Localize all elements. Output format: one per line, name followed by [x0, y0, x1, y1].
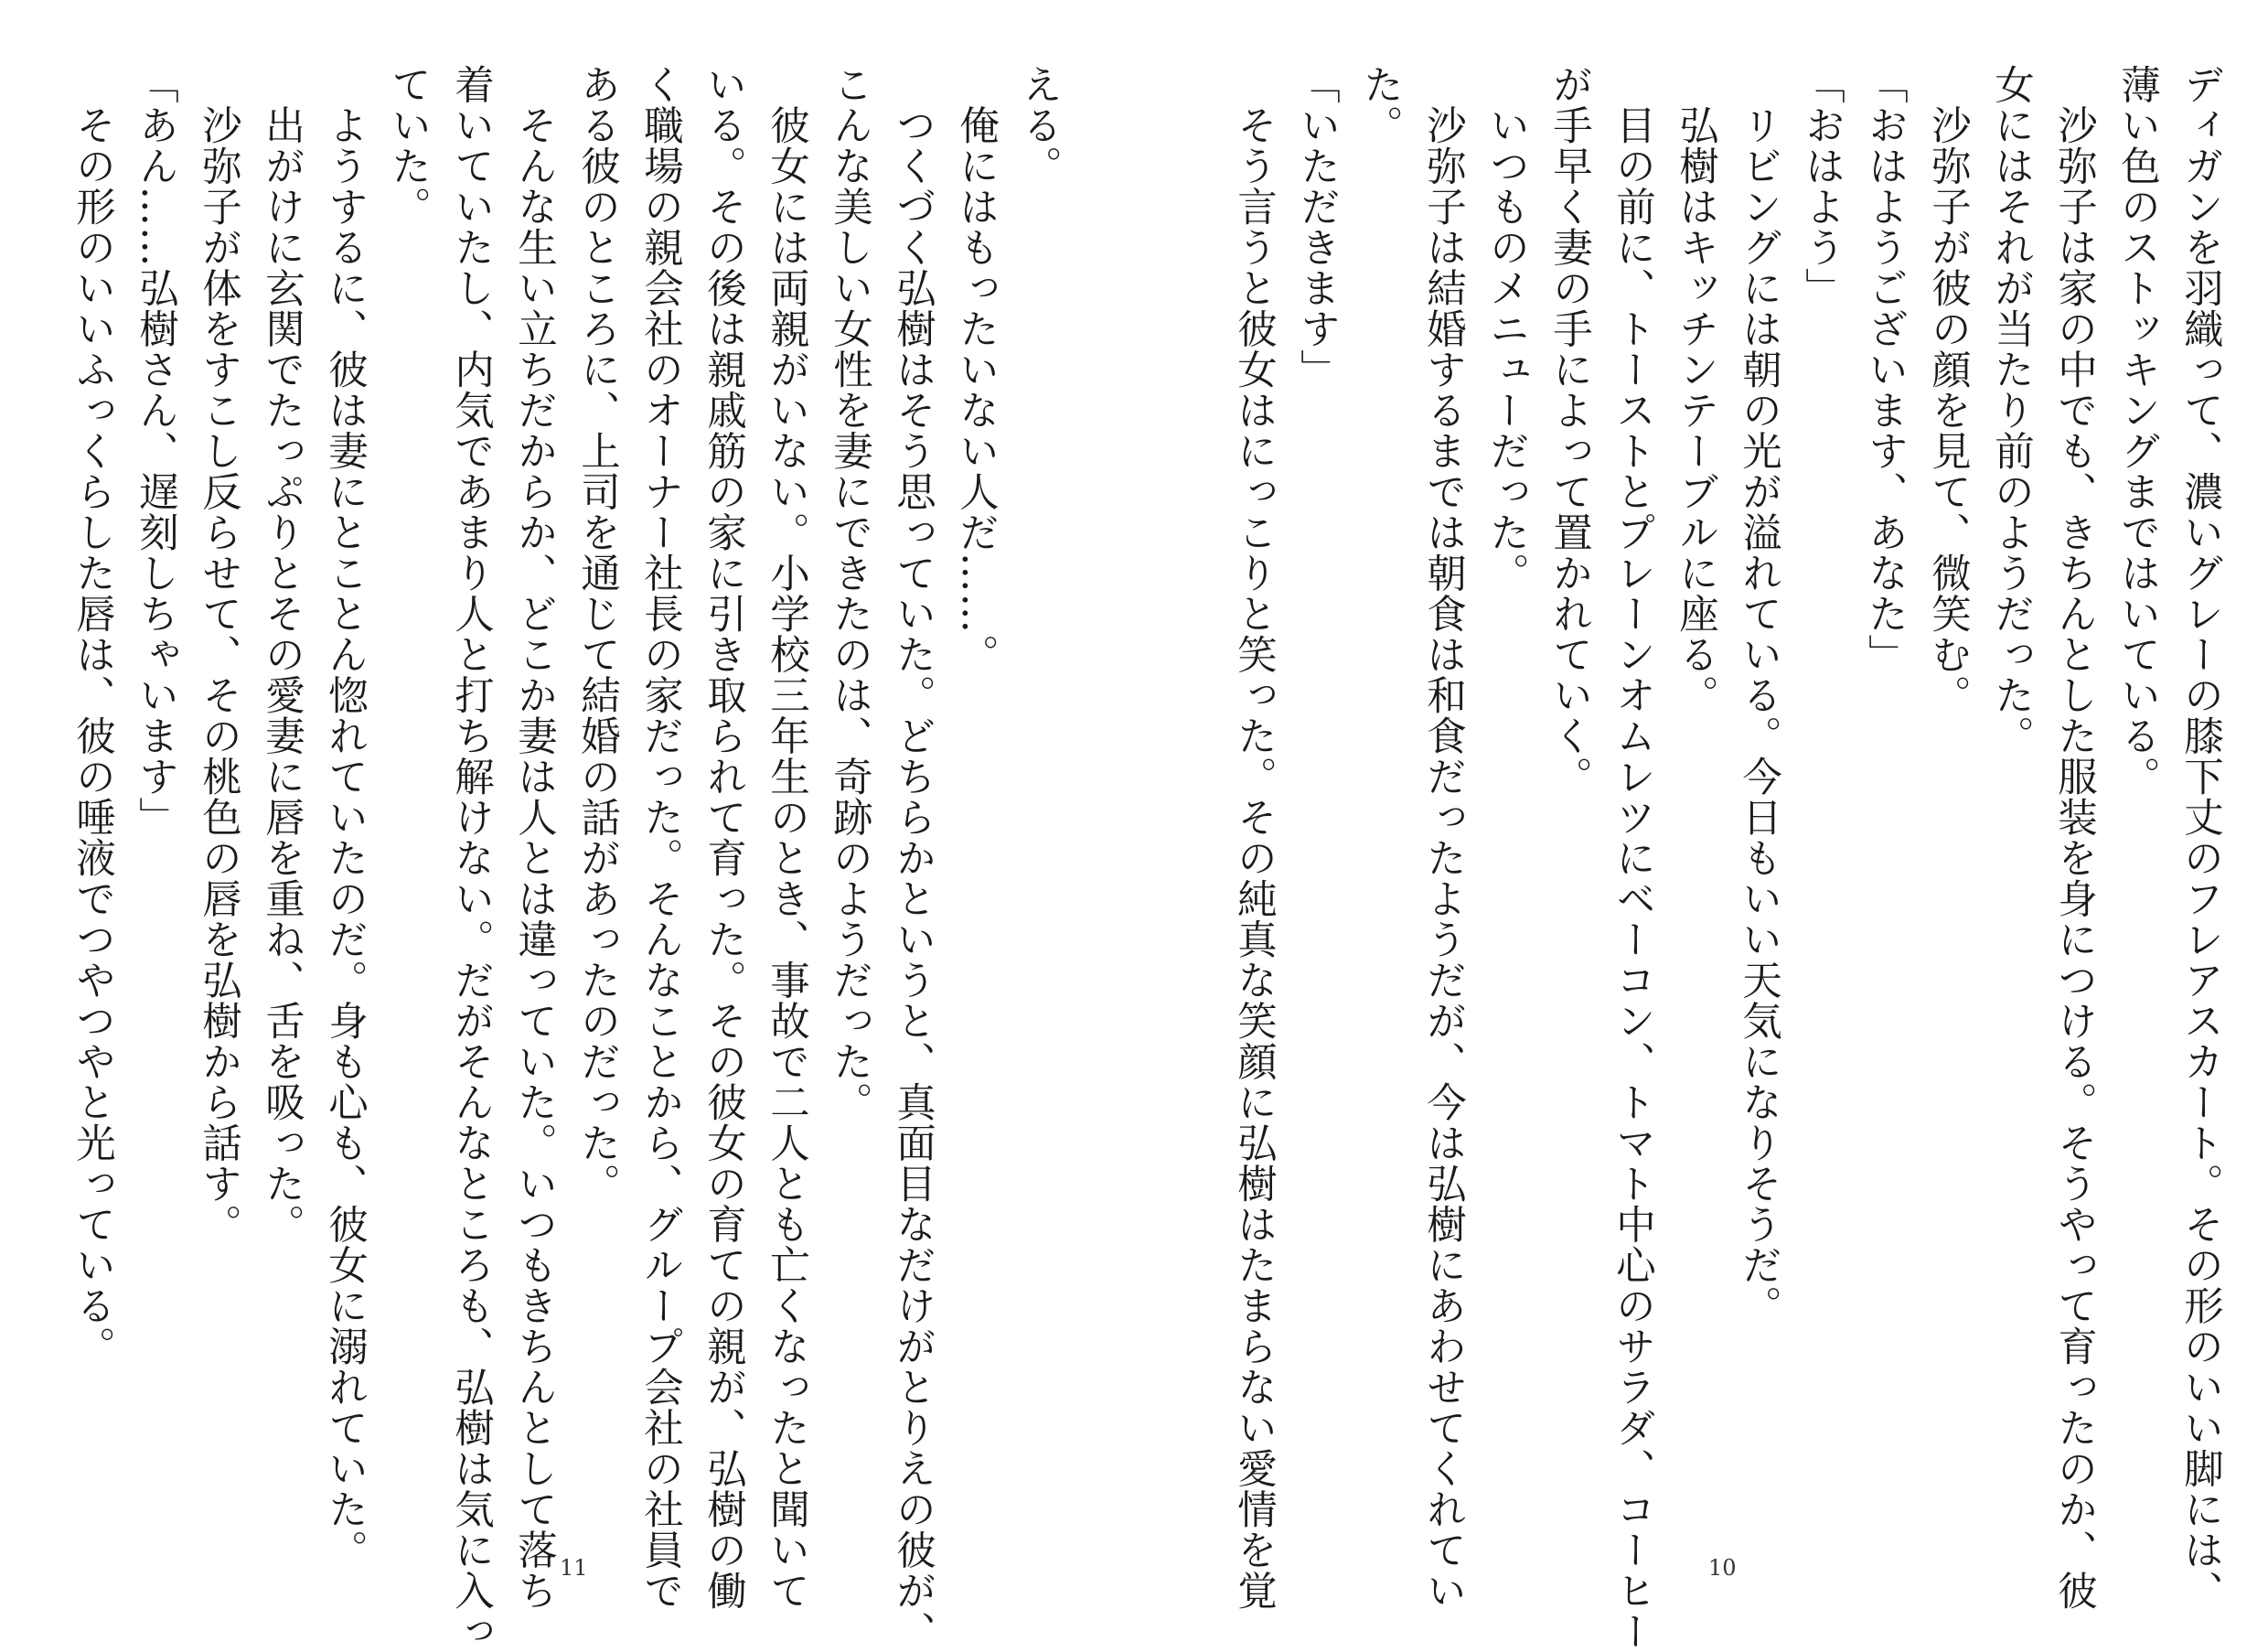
text-line: 沙弥子が彼の顔を見て、微笑む。	[1925, 64, 1971, 715]
text-line: 女にはそれが当たり前のようだった。	[1988, 64, 2034, 756]
text-line: その形のいいふっくらした唇は、彼の唾液でつやつやと光っている。	[70, 64, 115, 1367]
page-10	[1134, 0, 2268, 1652]
text-line: 沙弥子が体をすこし反らせて、その桃色の唇を弘樹から話す。	[196, 64, 241, 1245]
text-line: リビングには朝の光が溢れている。今日もいい天気になりそうだ。	[1736, 64, 1781, 1326]
text-line: そう言うと彼女はにっこりと笑った。その純真な笑顔に弘樹はたまらない愛情を覚	[1231, 64, 1277, 1611]
text-line: 目の前に、トーストとプレーンオムレツにベーコン、トマト中心のサラダ、コーヒー	[1610, 64, 1655, 1652]
page-number: 10	[1708, 1555, 1737, 1581]
text-line: た。	[1357, 64, 1403, 145]
text-line: 沙弥子は結婚するまでは朝食は和食だったようだが、今は弘樹にあわせてくれてい	[1420, 64, 1466, 1611]
text-line: 「おはようございます、あなた」	[1862, 64, 1908, 675]
text-line: そんな生い立ちだからか、どこか妻は人とは違っていた。いつもきちんとして落ち	[511, 64, 557, 1611]
text-line: 「おはよう」	[1799, 64, 1845, 308]
text-line: いる。その後は親戚筋の家に引き取られて育った。その彼女の育ての親が、弘樹の働	[701, 64, 746, 1611]
text-line: こんな美しい女性を妻にできたのは、奇跡のようだった。	[827, 64, 872, 1122]
text-line: ていた。	[385, 64, 431, 227]
text-line: 着いていたし、内気であまり人と打ち解けない。だがそんなところも、弘樹は気に入っ	[448, 64, 494, 1652]
text-line: 俺にはもったいない人だ……。	[953, 64, 999, 675]
text-line: が手早く妻の手によって置かれていく。	[1546, 64, 1592, 797]
text-line: つくづく弘樹はそう思っていた。どちらかというと、真面目なだけがとりえの彼が、	[890, 64, 936, 1652]
text-line: ディガンを羽織って、濃いグレーの膝下丈のフレアスカート。その形のいい脚には、	[2177, 64, 2223, 1611]
text-line: 出がけに玄関でたっぷりとその愛妻に唇を重ね、舌を吸った。	[259, 64, 305, 1245]
text-line: 彼女には両親がいない。小学校三年生のとき、事故で二人とも亡くなったと聞いて	[764, 64, 809, 1611]
text-line: いつものメニューだった。	[1483, 64, 1529, 594]
text-line: ようするに、彼は妻にとことん惚れていたのだ。身も心も、彼女に溺れていた。	[322, 64, 368, 1571]
text-line: く職場の親会社のオーナー社長の家だった。そんなことから、グループ会社の社員で	[637, 64, 683, 1611]
text-line: 沙弥子は家の中でも、きちんとした服装を身につける。そうやって育ったのか、彼	[2051, 64, 2097, 1611]
text-line: える。	[1016, 64, 1062, 187]
page-number: 11	[560, 1555, 588, 1581]
text-line: 薄い色のストッキングまではいている。	[2114, 64, 2160, 797]
text-line: ある彼のところに、上司を通じて結婚の話があったのだった。	[574, 64, 620, 1204]
text-line: 「いただきます」	[1294, 64, 1340, 390]
text-line: 「あん……弘樹さん、遅刻しちゃいます」	[133, 64, 178, 838]
text-line: 弘樹はキッチンテーブルに座る。	[1673, 64, 1718, 715]
